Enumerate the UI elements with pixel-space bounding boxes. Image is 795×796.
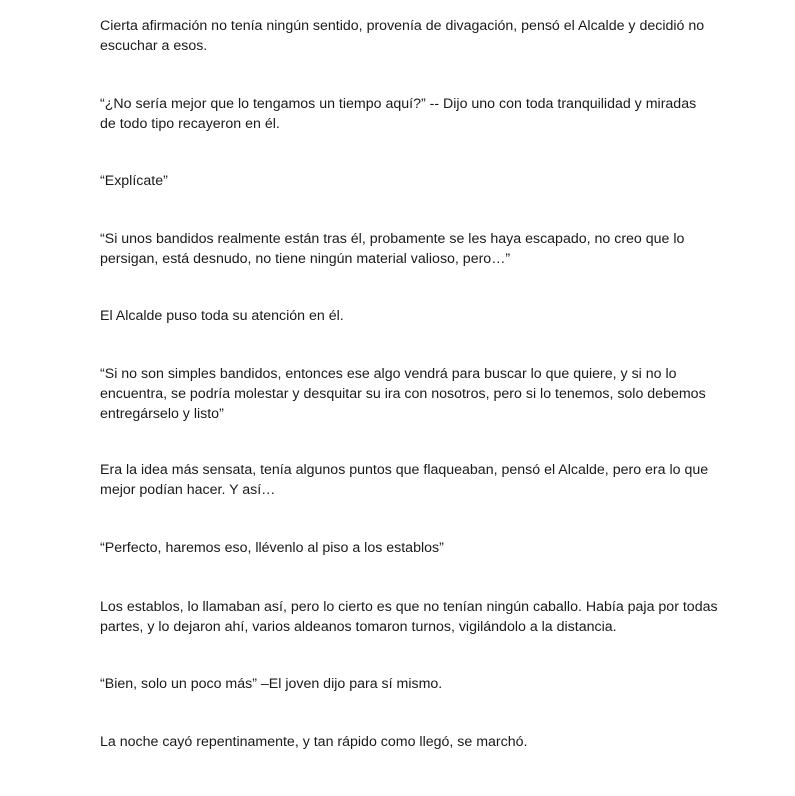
text-line: La noche cayó repentinamente, y tan rápido como llegó, se marchó. [100,734,528,750]
text-line: Los establos, lo llamaban así, pero lo cierto es que no tenían ningún caballo. Había paja por todas [100,599,718,615]
paragraph [100,229,685,269]
text-line: “¿No sería mejor que lo tengamos un tiempo aquí?” -- Dijo uno con toda tranquilidad y miradas [100,96,697,112]
paragraph [100,674,680,694]
text-line: entregárselo y listo” [100,406,224,422]
paragraph [100,16,705,56]
text-line: “Si unos bandidos realmente están tras él, probamente se les haya escapado, no creo que lo [100,231,685,247]
paragraph [100,364,706,424]
text-line: partes, y lo dejaron ahí, varios aldeanos tomaron turnos, vigilándolo a la distancia. [100,619,617,635]
paragraph [100,171,680,191]
paragraph [100,597,718,637]
text-line: escuchar a esos. [100,38,208,54]
paragraph [100,460,709,500]
text-line: persigan, está desnudo, no tiene ningún material valioso, pero…” [100,251,511,267]
text-line: El Alcalde puso toda su atención en él. [100,308,344,324]
paragraph [100,732,680,752]
text-line: Cierta afirmación no tenía ningún sentido, provenía de divagación, pensó el Alcalde y decidió no [100,18,705,34]
paragraph [100,94,697,134]
text-line: “Explícate” [100,173,168,189]
text-line: “Si no son simples bandidos, entonces ese algo vendrá para buscar lo que quiere, y si no lo [100,366,677,382]
text-line: “Perfecto, haremos eso, llévenlo al piso a los establos” [100,540,444,556]
text-line: encuentra, se podría molestar y desquitar su ira con nosotros, pero si lo tenemos, solo debemos [100,386,706,402]
text-line: mejor podían hacer. Y así… [100,482,276,498]
text-line: Era la idea más sensata, tenía algunos puntos que flaqueaban, pensó el Alcalde, pero era lo que [100,462,709,478]
text-line: de todo tipo recayeron en él. [100,116,280,132]
paragraph [100,306,680,326]
text-line: “Bien, solo un poco más” –El joven dijo para sí mismo. [100,676,443,692]
paragraph [100,538,680,558]
